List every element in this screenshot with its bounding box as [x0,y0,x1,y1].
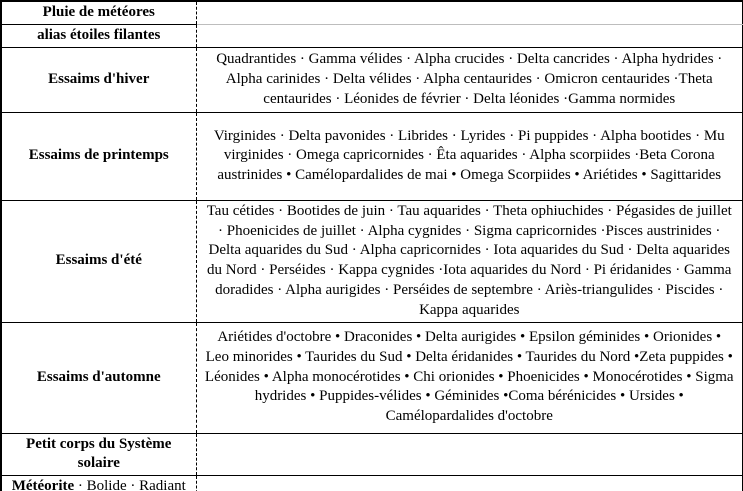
row-content-empty-1 [196,1,743,24]
row-content-essaims-automne: Ariétides d'octobre • Draconides • Delta aurigides • Epsilon géminides • Orionides • Leo minorides • Taurides du Sud • Delta éridanides • Taurides du Nord •Zeta puppides • Léonides • Alpha monocérotides • Chi orionides • Phoenicides • Monocérotides • Sigma hydrides • Puppides-vélides • Géminides •Coma bérénicides • Ursides • Camélopardalides d'octobre [196,322,743,433]
table-row-hiver [1,47,743,112]
row-content-empty-2 [196,24,743,47]
table-row-title [1,1,743,24]
bolide-radiant-label: · Bolide · Radiant [74,478,186,491]
table-row-alias [1,24,743,47]
row-content-essaims-ete: Tau cétides · Bootides de juin · Tau aquarides · Theta ophiuchides · Pégasides de juillet · Phoenicides de juillet · Alpha cygnides · Sigma capricornides ·Pisces austrinides · Delta aquarides du Sud · Alpha capricornides · Iota aquarides du Sud · Delta aquarides du Nord · Perséides · Kappa cygnides ·Iota aquarides du Nord · Pi éridanides · Gamma doradides · Alpha aurigides · Perséides de septembre · Ariès-triangulides · Piscides · Kappa aquarides [196,200,743,322]
table-row-meteorite [1,476,743,491]
row-header-pluie-de-meteores: Pluie de météores [1,1,196,24]
meteorite-label: Météorite [11,478,75,491]
row-header-essaims-printemps: Essaims de printemps [1,112,196,200]
row-header-meteorite [1,476,196,491]
row-header-alias-etoiles-filantes: alias étoiles filantes [1,24,196,47]
table-row-ete [1,200,743,322]
row-header-essaims-automne: Essaims d'automne [1,322,196,433]
row-header-essaims-ete: Essaims d'été [1,200,196,322]
row-content-essaims-hiver: Quadrantides · Gamma vélides · Alpha crucides · Delta cancrides · Alpha hydrides · Alpha carinides · Delta vélides · Alpha centaurides · Omicron centaurides ·Theta centaurides · Léonides de février · Delta léonides ·Gamma normides [196,47,743,112]
row-content-empty-8 [196,476,743,491]
table-row-automne [1,322,743,433]
row-content-essaims-printemps: Virginides · Delta pavonides · Librides · Lyrides · Pi puppides · Alpha bootides · Mu virginides · Omega capricornides · Êta aquarides · Alpha scorpiides ·Beta Corona austrinides • Camélopardalides de mai • Omega Scorpiides • Ariétides • Sagittarides [196,112,743,200]
row-content-empty-7 [196,433,743,476]
row-header-essaims-hiver: Essaims d'hiver [1,47,196,112]
row-header-petit-corps: Petit corps du Système solaire [1,433,196,476]
table-row-printemps [1,112,743,200]
table-row-petit-corps [1,433,743,476]
